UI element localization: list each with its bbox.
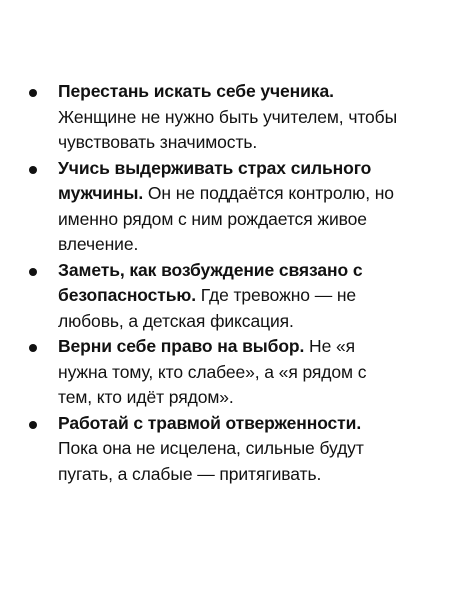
item-text: Женщине не нужно быть учителем, чтобы: [58, 106, 398, 127]
item-text: Пока она не исцелена, сильные будут: [58, 438, 364, 458]
list-item: [0, 411, 452, 488]
item-line: [58, 334, 438, 360]
bullet-icon: [29, 89, 37, 97]
bullet-icon: [29, 268, 37, 276]
item-text: нужна тому, кто слабее», а «я рядом с: [58, 361, 367, 382]
item-heading: Учись выдерживать страх сильного: [58, 157, 372, 178]
item-line: [58, 79, 438, 105]
item-line: [58, 462, 438, 488]
item-heading: Верни себе право на выбор.: [58, 336, 305, 356]
item-line: [58, 105, 438, 131]
item-line: [58, 258, 438, 284]
item-text: Где тревожно — не: [196, 285, 357, 305]
bullet-icon: [29, 421, 37, 429]
item-line: [58, 232, 438, 258]
item-heading: Перестань искать себе ученика.: [58, 81, 334, 101]
item-text: влечение.: [58, 234, 139, 254]
item-line: [58, 309, 438, 335]
item-line: [58, 156, 438, 182]
item-line: [58, 360, 438, 386]
item-text: тем, кто идёт рядом».: [58, 387, 234, 407]
item-text: чувствовать значимость.: [58, 132, 258, 152]
item-text: именно рядом с ним рождается живое: [58, 208, 367, 229]
advice-list: [0, 79, 452, 487]
item-text: любовь, а детская фиксация.: [58, 310, 294, 331]
item-heading: безопасностью.: [58, 285, 197, 305]
list-item: [0, 334, 452, 411]
item-heading: Работай с травмой отверженности.: [58, 412, 362, 433]
list-item: [0, 258, 452, 335]
item-heading: мужчины.: [58, 183, 144, 203]
item-heading: Заметь, как возбуждение связано с: [58, 259, 363, 280]
item-text: пугать, а слабые — притягивать.: [58, 463, 322, 484]
item-line: [58, 283, 438, 309]
bullet-icon: [29, 344, 37, 352]
item-line: [58, 436, 438, 462]
item-text: Не «я: [304, 336, 355, 356]
bullet-icon: [29, 166, 37, 174]
item-line: [58, 411, 438, 437]
item-text: Он не поддаётся контролю, но: [143, 183, 394, 203]
item-line: [58, 385, 438, 411]
list-item: [0, 156, 452, 258]
item-line: [58, 130, 438, 156]
item-line: [58, 181, 438, 207]
item-line: [58, 207, 438, 233]
list-item: [0, 79, 452, 156]
